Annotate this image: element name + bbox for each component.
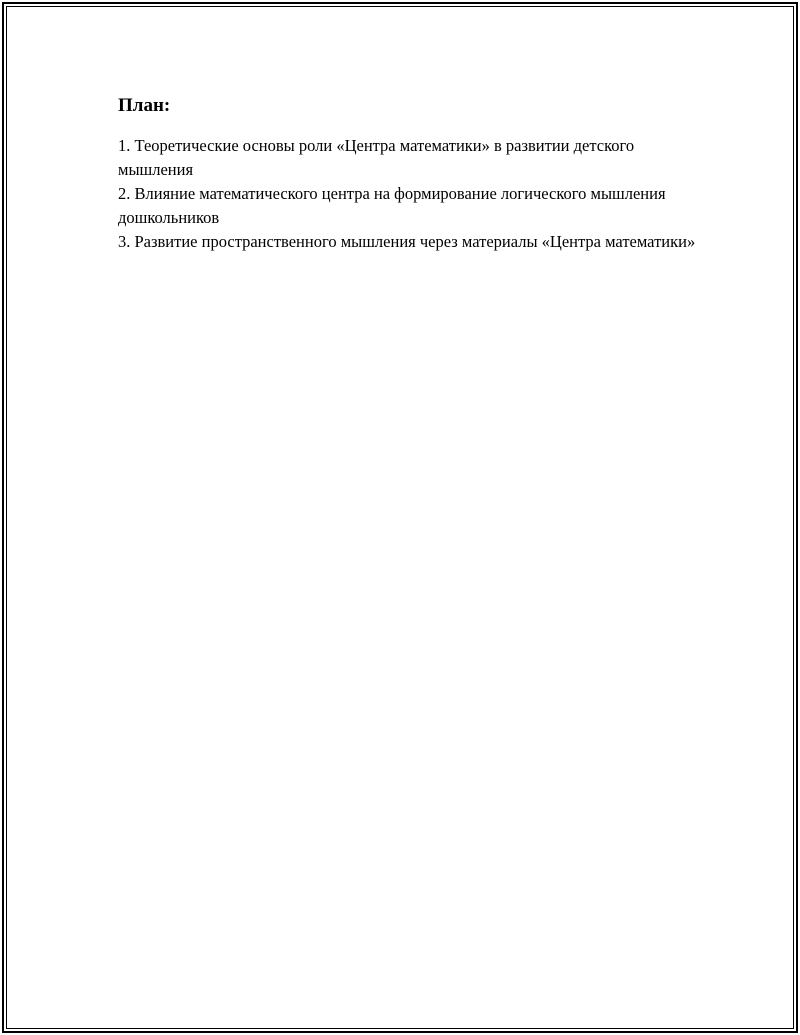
plan-item-1: 1. Теоретические основы роли «Центра математики» в развитии детского мышления (118, 136, 635, 179)
plan-list (118, 134, 698, 254)
plan-item-3: 3. Развитие пространственного мышления через материалы «Центра математики» (118, 232, 696, 251)
page-title: План: (118, 95, 171, 116)
plan-item-2: 2. Влияние математического центра на формирование логического мышления дошкольников (118, 184, 666, 227)
page-content (118, 93, 698, 254)
